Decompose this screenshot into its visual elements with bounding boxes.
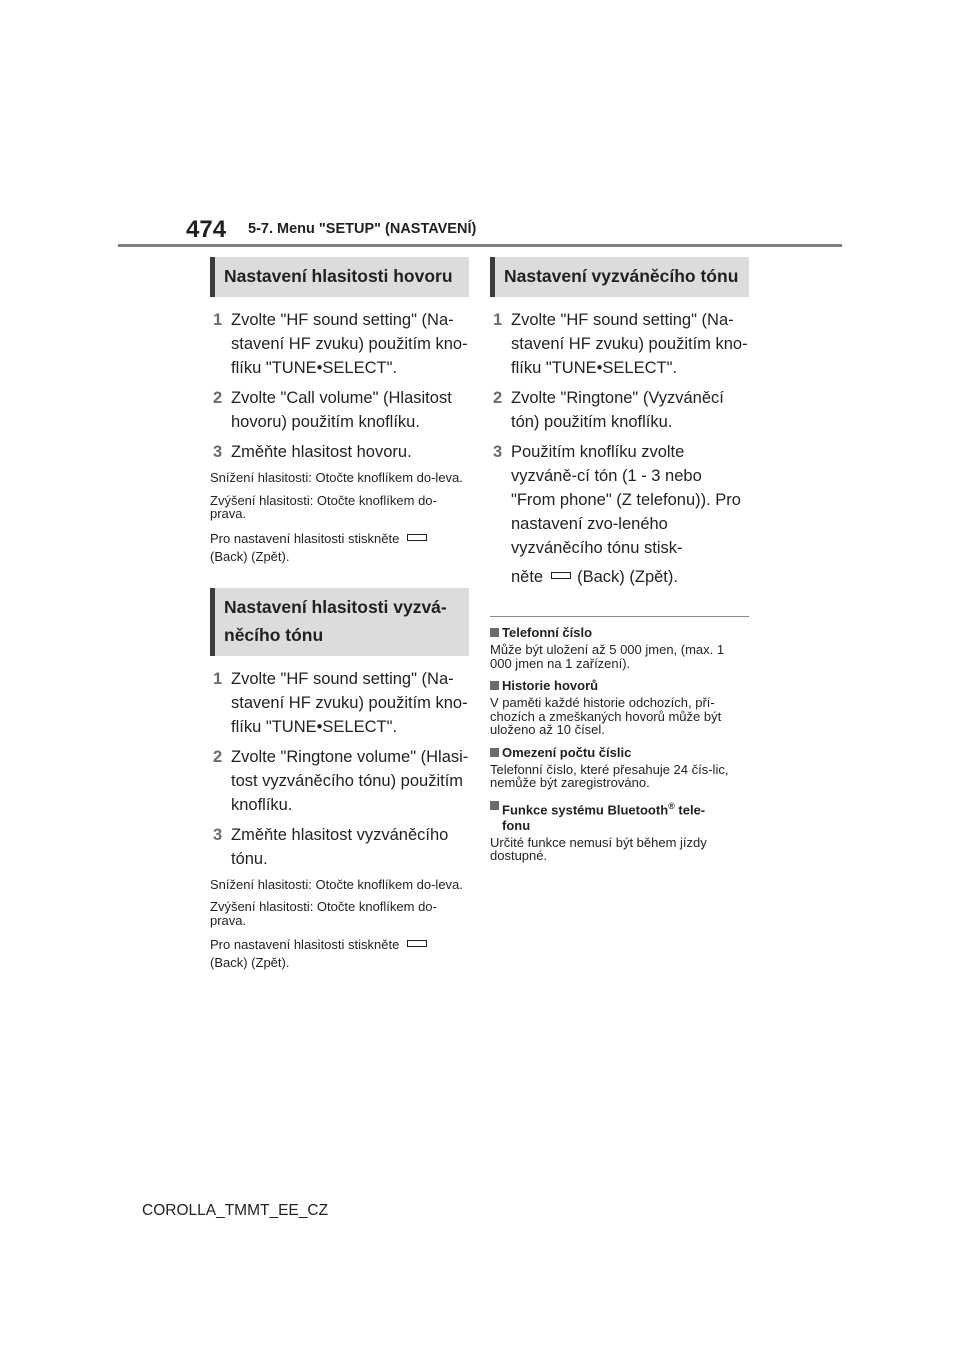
note-decrease: Snížení hlasitosti: Otočte knoflíkem do-leva.	[210, 470, 463, 485]
step-text-wrap	[511, 440, 749, 594]
step-item	[210, 745, 469, 817]
square-bullet-icon	[490, 628, 499, 637]
info-body: V paměti každé historie odchozích, pří-chozích a zmeškaných hovorů může být uloženo až 10 čísel.	[490, 695, 722, 737]
info-title-text: Historie hovorů	[502, 678, 599, 693]
step-text: Změňte hlasitost vyzváněcího tónu.	[231, 825, 449, 868]
square-bullet-icon	[490, 748, 499, 757]
step-text: Zvolte "Ringtone volume" (Hlasi-tost vyzváněcího tónu) použitím knoflíku.	[231, 747, 469, 814]
steps-ringtone-volume	[210, 667, 469, 871]
note-increase: Zvýšení hlasitosti: Otočte knoflíkem do-prava.	[210, 492, 437, 521]
info-divider	[490, 616, 749, 617]
note-back-text: Pro nastavení hlasitosti stiskněte	[210, 937, 400, 952]
step-text: Zvolte "Call volume" (Hlasitost hovoru) použitím knoflíku.	[231, 389, 452, 431]
step-item	[490, 440, 749, 594]
info-body: Určité funkce nemusí být během jízdy dostupné.	[490, 834, 707, 864]
back-button-icon	[551, 572, 571, 579]
step-number: 2	[213, 389, 223, 407]
square-bullet-icon	[490, 681, 499, 690]
step-text: Zvolte "HF sound setting" (Na-stavení HF zvuku) použitím kno-flíku "TUNE•SELECT".	[231, 669, 468, 736]
info-title-bluetooth	[490, 798, 749, 834]
step-text: Zvolte "HF sound setting" (Na-stavení HF zvuku) použitím kno-flíku "TUNE•SELECT".	[511, 311, 748, 377]
section-heading-ringtone: Nastavení vyzváněcího tónu	[490, 257, 749, 297]
step-number: 2	[493, 389, 503, 407]
step-number: 1	[213, 669, 223, 688]
header-divider	[118, 244, 842, 247]
steps-ringtone	[490, 308, 749, 594]
left-column	[210, 257, 469, 972]
step-tail-label: (Back) (Zpět).	[577, 568, 678, 586]
section-title: 5-7. Menu "SETUP" (NASTAVENÍ)	[248, 221, 477, 237]
page-number: 474	[186, 216, 227, 243]
info-title-digit-limit	[490, 745, 749, 761]
step-number: 1	[493, 311, 503, 329]
step-item	[490, 386, 749, 434]
note-back-label: (Back) (Zpět).	[210, 548, 290, 564]
step-number: 3	[493, 443, 503, 461]
step-item	[490, 308, 749, 380]
info-body: Telefonní číslo, které přesahuje 24 čís-lic, nemůže být zaregistrováno.	[490, 761, 729, 790]
step-text: Zvolte "HF sound setting" (Na-stavení HF zvuku) použitím kno-flíku "TUNE•SELECT".	[231, 311, 468, 377]
step-item	[210, 308, 469, 380]
note-decrease: Snížení hlasitosti: Otočte knoflíkem do-leva.	[210, 876, 463, 892]
note-back-label: (Back) (Zpět).	[210, 955, 290, 970]
step-tail-text: něte	[511, 568, 544, 586]
document-code: COROLLA_TMMT_EE_CZ	[142, 1202, 329, 1219]
info-title-text: Funkce systému Bluetooth	[502, 801, 669, 817]
step-text: Změňte hlasitost hovoru.	[231, 443, 412, 461]
info-body: Může být uložení až 5 000 jmen, (max. 1 000 jmen na 1 zařízení).	[490, 642, 725, 671]
step-number: 1	[213, 311, 223, 329]
right-column	[490, 257, 749, 863]
registered-mark: ®	[668, 800, 675, 811]
step-number: 3	[213, 443, 223, 461]
note-back-text: Pro nastavení hlasitosti stiskněte	[210, 530, 400, 546]
step-text: Použitím knoflíku zvolte vyzváně-cí tón (1 - 3 nebo "From phone" (Z telefonu)). Pro nastavení zvo-leného vyzváněcího tónu stisk-	[511, 443, 741, 557]
note-back	[210, 530, 469, 566]
info-title-text: Telefonní číslo	[502, 625, 593, 640]
step-item	[210, 823, 469, 871]
section-heading-call-volume: Nastavení hlasitosti hovoru	[210, 257, 469, 297]
note-increase: Zvýšení hlasitosti: Otočte knoflíkem do-prava.	[210, 899, 437, 928]
back-button-icon	[407, 534, 427, 541]
step-number: 3	[213, 825, 223, 844]
step-item	[210, 440, 469, 464]
info-title-text: Omezení počtu číslic	[502, 744, 632, 760]
back-button-icon	[407, 940, 427, 947]
note-back	[210, 936, 469, 972]
step-text: Zvolte "Ringtone" (Vyzváněcí tón) použitím knoflíku.	[511, 389, 724, 431]
info-title-text: tele-fonu	[502, 801, 706, 833]
info-title-call-history	[490, 678, 749, 694]
section-heading-ringtone-volume: Nastavení hlasitosti vyzvá-něcího tónu	[210, 588, 469, 656]
square-bullet-icon	[490, 801, 499, 810]
info-title-phone-number	[490, 625, 749, 641]
step-number: 2	[213, 747, 223, 766]
step-item	[210, 667, 469, 739]
info-title-wrap	[502, 798, 732, 834]
step-item	[210, 386, 469, 434]
steps-call-volume	[210, 308, 469, 464]
